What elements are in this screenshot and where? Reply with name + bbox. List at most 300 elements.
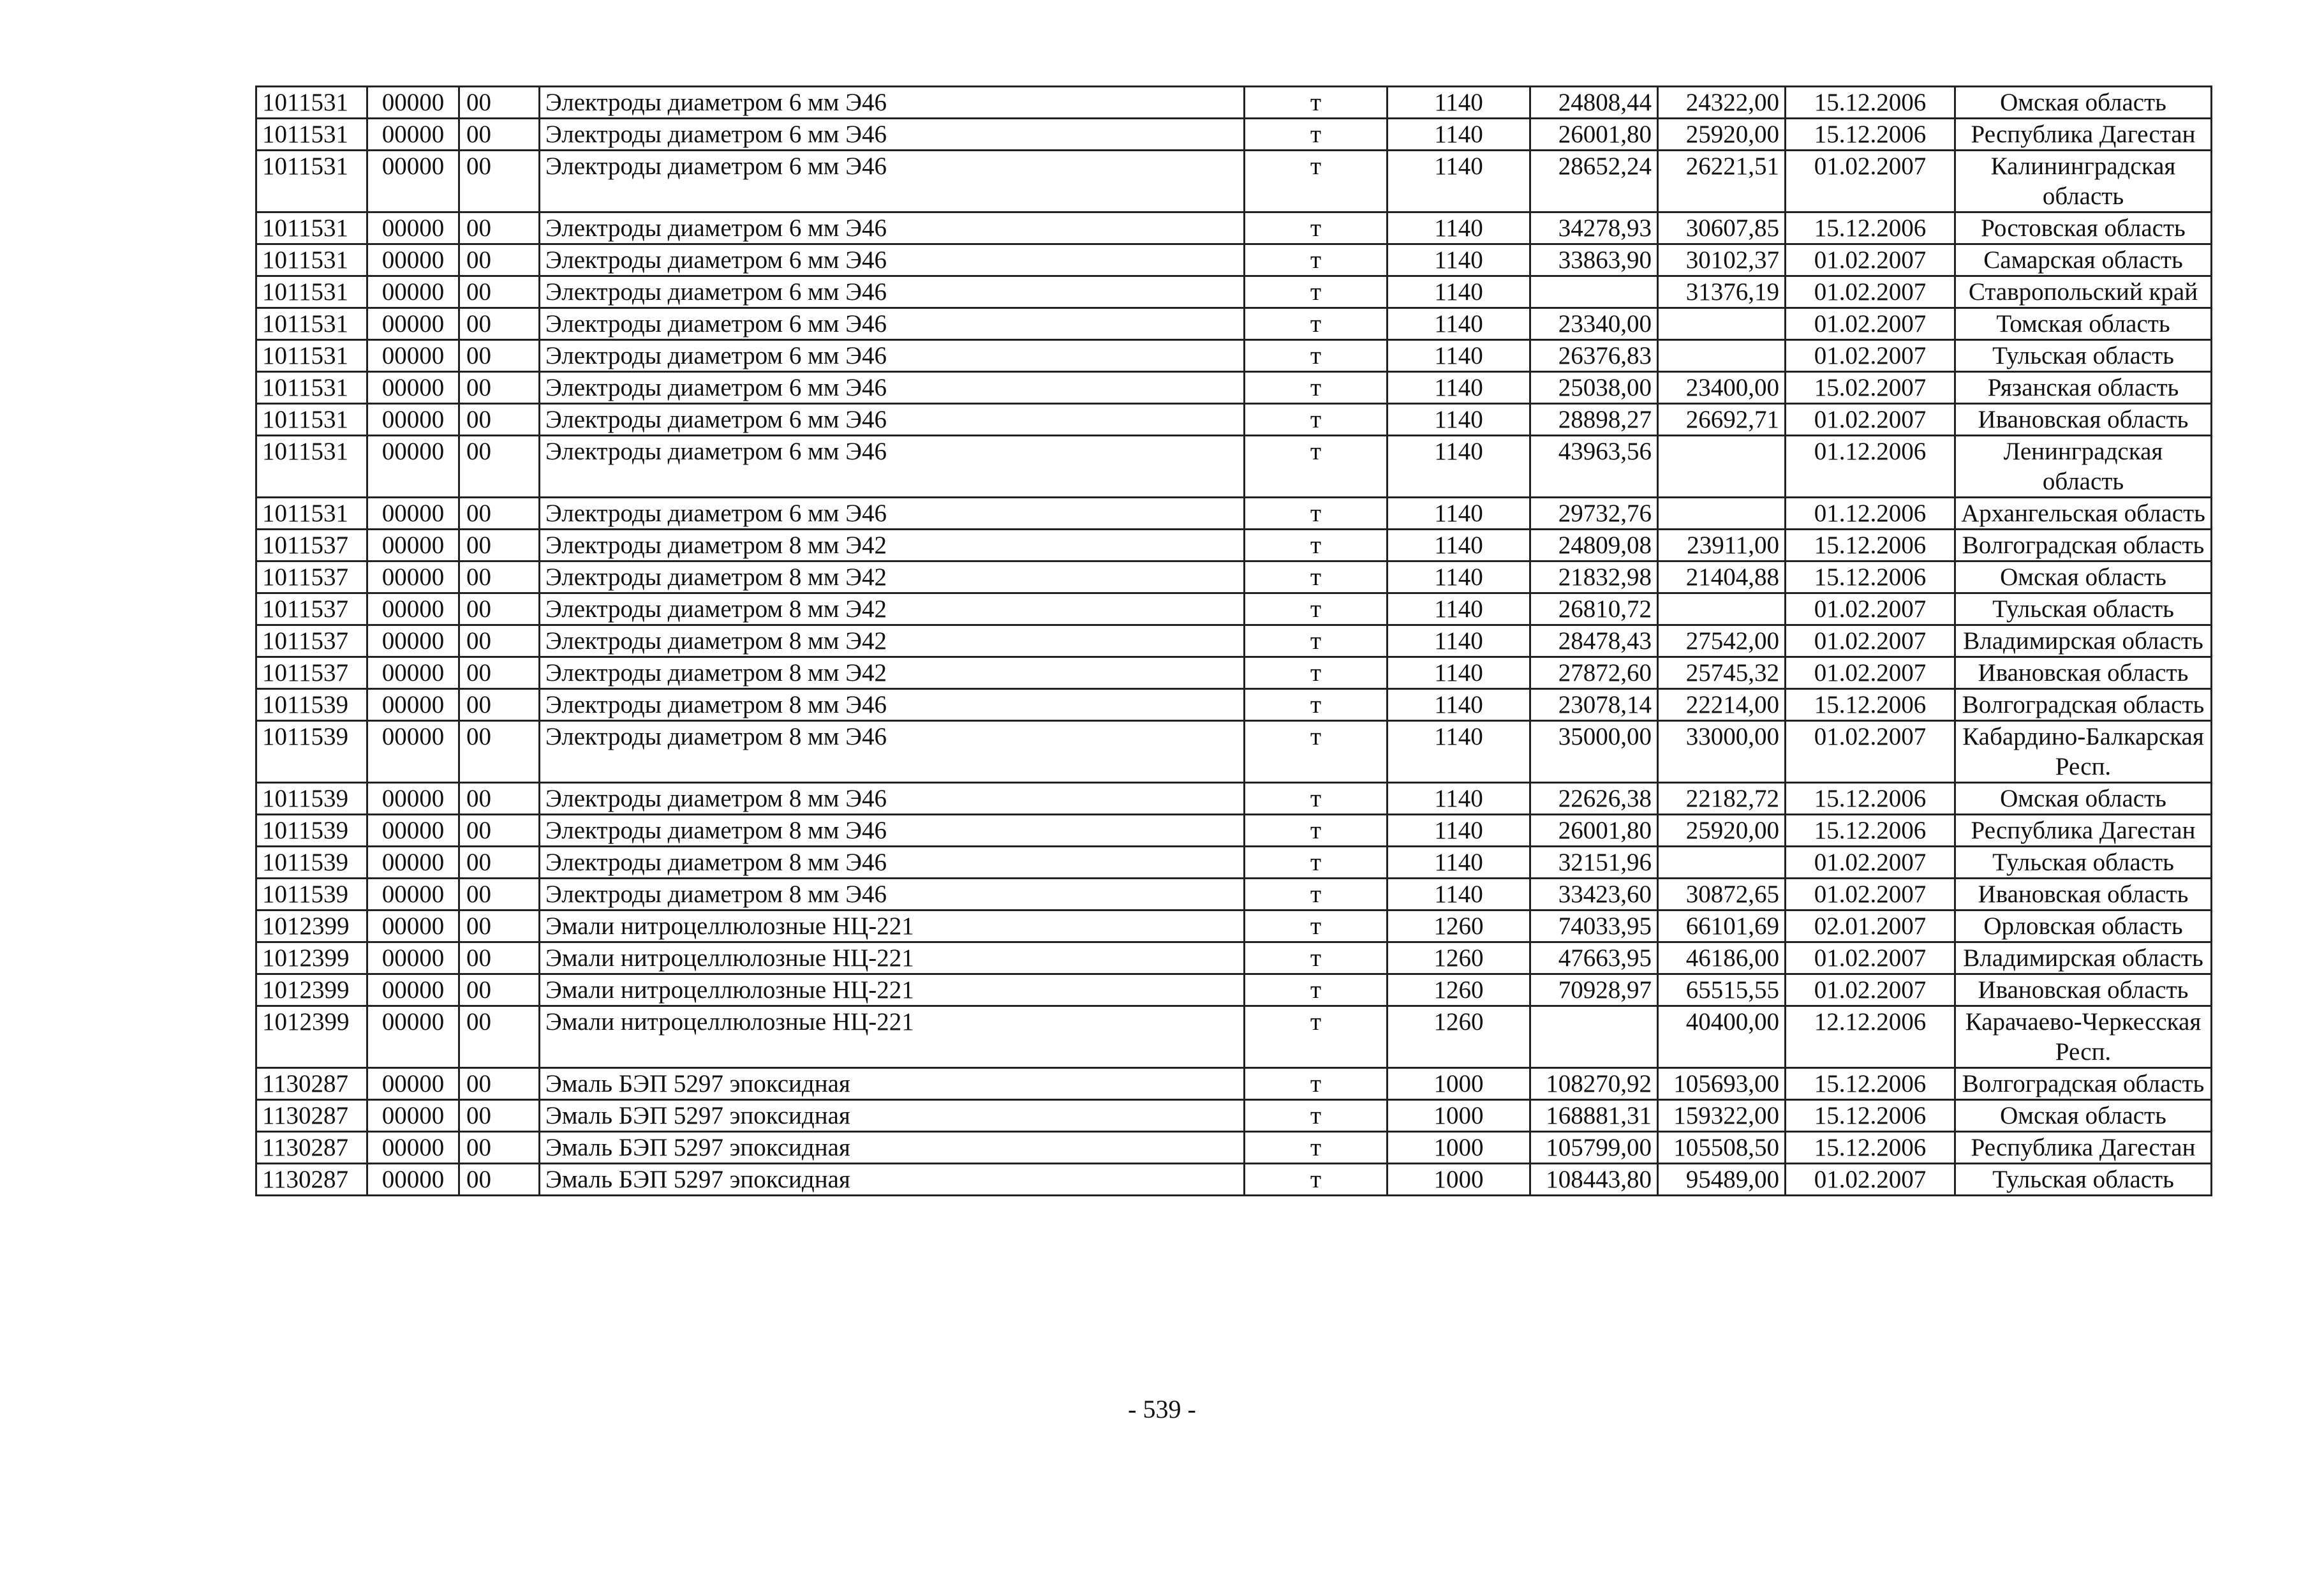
unit-cell: т: [1245, 212, 1388, 244]
date-cell: 15.12.2006: [1786, 119, 1955, 151]
region-cell: Владимирская область: [1955, 625, 2212, 657]
variant-cell: 00: [459, 1068, 540, 1100]
unit-cell: т: [1245, 593, 1388, 625]
subcode-cell: 00000: [367, 879, 459, 910]
unit-cell: т: [1245, 340, 1388, 372]
date-cell: 15.12.2006: [1786, 530, 1955, 561]
product-code-cell: 1011531: [256, 340, 367, 372]
variant-cell: 00: [459, 340, 540, 372]
price-1-cell: 33423,60: [1530, 879, 1658, 910]
table-row: [256, 87, 2212, 119]
product-name-cell: Электроды диаметром 6 мм Э46: [540, 404, 1245, 436]
date-cell: 15.12.2006: [1786, 212, 1955, 244]
table-row: [256, 561, 2212, 593]
subcode-cell: 00000: [367, 1068, 459, 1100]
region-cell: Ивановская область: [1955, 974, 2212, 1006]
price-1-cell: 29732,76: [1530, 498, 1658, 530]
unit-cell: т: [1245, 942, 1388, 974]
unit-code-cell: 1140: [1388, 276, 1530, 308]
region-cell: Тульская область: [1955, 340, 2212, 372]
subcode-cell: 00000: [367, 340, 459, 372]
subcode-cell: 00000: [367, 404, 459, 436]
date-cell: 01.02.2007: [1786, 593, 1955, 625]
unit-code-cell: 1140: [1388, 847, 1530, 879]
table-row: [256, 879, 2212, 910]
variant-cell: 00: [459, 1164, 540, 1196]
price-1-cell: 47663,95: [1530, 942, 1658, 974]
variant-cell: 00: [459, 1132, 540, 1164]
price-2-cell: 159322,00: [1658, 1100, 1786, 1132]
price-1-cell: 105799,00: [1530, 1132, 1658, 1164]
unit-code-cell: 1140: [1388, 783, 1530, 815]
price-2-cell: 30607,85: [1658, 212, 1786, 244]
unit-cell: т: [1245, 151, 1388, 212]
subcode-cell: 00000: [367, 372, 459, 404]
unit-cell: т: [1245, 1068, 1388, 1100]
product-name-cell: Эмали нитроцеллюлозные НЦ-221: [540, 974, 1245, 1006]
price-1-cell: 23078,14: [1530, 689, 1658, 721]
unit-cell: т: [1245, 783, 1388, 815]
price-1-cell: 21832,98: [1530, 561, 1658, 593]
unit-cell: т: [1245, 815, 1388, 847]
price-2-cell: [1658, 847, 1786, 879]
table-row: [256, 498, 2212, 530]
unit-code-cell: 1260: [1388, 942, 1530, 974]
table-body: [256, 87, 2212, 1196]
product-name-cell: Эмаль БЭП 5297 эпоксидная: [540, 1164, 1245, 1196]
region-cell: Ивановская область: [1955, 404, 2212, 436]
price-1-cell: [1530, 1006, 1658, 1068]
product-code-cell: 1011537: [256, 657, 367, 689]
table-row: [256, 783, 2212, 815]
unit-code-cell: 1260: [1388, 974, 1530, 1006]
region-cell: Ростовская область: [1955, 212, 2212, 244]
product-code-cell: 1011531: [256, 244, 367, 276]
price-2-cell: 46186,00: [1658, 942, 1786, 974]
unit-cell: т: [1245, 276, 1388, 308]
date-cell: 01.02.2007: [1786, 721, 1955, 783]
price-2-cell: [1658, 436, 1786, 498]
product-name-cell: Электроды диаметром 8 мм Э42: [540, 625, 1245, 657]
date-cell: 15.12.2006: [1786, 689, 1955, 721]
table-row: [256, 151, 2212, 212]
subcode-cell: 00000: [367, 657, 459, 689]
price-2-cell: 26221,51: [1658, 151, 1786, 212]
table-row: [256, 815, 2212, 847]
price-1-cell: 24808,44: [1530, 87, 1658, 119]
date-cell: 01.02.2007: [1786, 1164, 1955, 1196]
variant-cell: 00: [459, 879, 540, 910]
date-cell: 15.12.2006: [1786, 87, 1955, 119]
unit-code-cell: 1000: [1388, 1164, 1530, 1196]
price-1-cell: 24809,08: [1530, 530, 1658, 561]
date-cell: 15.12.2006: [1786, 815, 1955, 847]
variant-cell: 00: [459, 276, 540, 308]
price-2-cell: [1658, 340, 1786, 372]
price-1-cell: 108443,80: [1530, 1164, 1658, 1196]
price-1-cell: 70928,97: [1530, 974, 1658, 1006]
product-code-cell: 1011537: [256, 530, 367, 561]
date-cell: 01.02.2007: [1786, 974, 1955, 1006]
product-name-cell: Электроды диаметром 8 мм Э46: [540, 689, 1245, 721]
product-code-cell: 1011531: [256, 276, 367, 308]
price-2-cell: 24322,00: [1658, 87, 1786, 119]
region-cell: Кабардино-Балкарская Респ.: [1955, 721, 2212, 783]
product-name-cell: Электроды диаметром 8 мм Э42: [540, 530, 1245, 561]
date-cell: 01.02.2007: [1786, 942, 1955, 974]
variant-cell: 00: [459, 1006, 540, 1068]
subcode-cell: 00000: [367, 689, 459, 721]
product-name-cell: Электроды диаметром 6 мм Э46: [540, 308, 1245, 340]
product-name-cell: Эмаль БЭП 5297 эпоксидная: [540, 1068, 1245, 1100]
price-1-cell: 23340,00: [1530, 308, 1658, 340]
product-code-cell: 1011531: [256, 498, 367, 530]
region-cell: Омская область: [1955, 1100, 2212, 1132]
region-cell: Орловская область: [1955, 910, 2212, 942]
unit-cell: т: [1245, 561, 1388, 593]
unit-code-cell: 1140: [1388, 308, 1530, 340]
subcode-cell: 00000: [367, 942, 459, 974]
price-2-cell: 21404,88: [1658, 561, 1786, 593]
price-2-cell: [1658, 308, 1786, 340]
table-row: [256, 436, 2212, 498]
date-cell: 01.02.2007: [1786, 879, 1955, 910]
subcode-cell: 00000: [367, 974, 459, 1006]
price-2-cell: 27542,00: [1658, 625, 1786, 657]
product-code-cell: 1011539: [256, 721, 367, 783]
date-cell: 15.12.2006: [1786, 561, 1955, 593]
table-row: [256, 1100, 2212, 1132]
table-row: [256, 530, 2212, 561]
product-code-cell: 1011531: [256, 436, 367, 498]
price-1-cell: 34278,93: [1530, 212, 1658, 244]
price-1-cell: 108270,92: [1530, 1068, 1658, 1100]
table-row: [256, 593, 2212, 625]
unit-code-cell: 1140: [1388, 657, 1530, 689]
product-code-cell: 1011531: [256, 212, 367, 244]
subcode-cell: 00000: [367, 119, 459, 151]
variant-cell: 00: [459, 783, 540, 815]
unit-code-cell: 1140: [1388, 879, 1530, 910]
price-2-cell: 105693,00: [1658, 1068, 1786, 1100]
table-row: [256, 942, 2212, 974]
price-1-cell: 35000,00: [1530, 721, 1658, 783]
table-row: [256, 372, 2212, 404]
price-1-cell: 28898,27: [1530, 404, 1658, 436]
subcode-cell: 00000: [367, 721, 459, 783]
unit-cell: т: [1245, 910, 1388, 942]
price-1-cell: 32151,96: [1530, 847, 1658, 879]
price-1-cell: 43963,56: [1530, 436, 1658, 498]
unit-code-cell: 1140: [1388, 119, 1530, 151]
product-code-cell: 1011531: [256, 151, 367, 212]
product-code-cell: 1011531: [256, 404, 367, 436]
price-2-cell: 25745,32: [1658, 657, 1786, 689]
table-row: [256, 340, 2212, 372]
price-2-cell: 23911,00: [1658, 530, 1786, 561]
region-cell: Республика Дагестан: [1955, 1132, 2212, 1164]
unit-cell: т: [1245, 879, 1388, 910]
unit-code-cell: 1000: [1388, 1100, 1530, 1132]
unit-cell: т: [1245, 625, 1388, 657]
region-cell: Рязанская область: [1955, 372, 2212, 404]
product-code-cell: 1130287: [256, 1164, 367, 1196]
subcode-cell: 00000: [367, 244, 459, 276]
subcode-cell: 00000: [367, 815, 459, 847]
unit-cell: т: [1245, 372, 1388, 404]
subcode-cell: 00000: [367, 783, 459, 815]
product-code-cell: 1012399: [256, 910, 367, 942]
product-name-cell: Электроды диаметром 6 мм Э46: [540, 436, 1245, 498]
price-1-cell: 26376,83: [1530, 340, 1658, 372]
product-name-cell: Электроды диаметром 8 мм Э46: [540, 783, 1245, 815]
product-code-cell: 1011531: [256, 308, 367, 340]
price-1-cell: 33863,90: [1530, 244, 1658, 276]
table-row: [256, 625, 2212, 657]
region-cell: Омская область: [1955, 783, 2212, 815]
product-name-cell: Электроды диаметром 6 мм Э46: [540, 212, 1245, 244]
product-name-cell: Электроды диаметром 8 мм Э46: [540, 721, 1245, 783]
unit-code-cell: 1140: [1388, 593, 1530, 625]
table-row: [256, 244, 2212, 276]
price-1-cell: 26810,72: [1530, 593, 1658, 625]
product-name-cell: Электроды диаметром 6 мм Э46: [540, 119, 1245, 151]
product-code-cell: 1011537: [256, 625, 367, 657]
product-name-cell: Электроды диаметром 8 мм Э42: [540, 657, 1245, 689]
variant-cell: 00: [459, 404, 540, 436]
unit-cell: т: [1245, 436, 1388, 498]
region-cell: Ивановская область: [1955, 879, 2212, 910]
price-2-cell: 22182,72: [1658, 783, 1786, 815]
variant-cell: 00: [459, 593, 540, 625]
product-name-cell: Электроды диаметром 8 мм Э46: [540, 815, 1245, 847]
variant-cell: 00: [459, 87, 540, 119]
variant-cell: 00: [459, 436, 540, 498]
region-cell: Республика Дагестан: [1955, 119, 2212, 151]
price-table: [255, 85, 2212, 1196]
price-1-cell: 22626,38: [1530, 783, 1658, 815]
region-cell: Самарская область: [1955, 244, 2212, 276]
product-name-cell: Электроды диаметром 6 мм Э46: [540, 276, 1245, 308]
variant-cell: 00: [459, 1100, 540, 1132]
date-cell: 01.02.2007: [1786, 657, 1955, 689]
unit-cell: т: [1245, 308, 1388, 340]
date-cell: 01.12.2006: [1786, 498, 1955, 530]
subcode-cell: 00000: [367, 625, 459, 657]
price-2-cell: 40400,00: [1658, 1006, 1786, 1068]
unit-code-cell: 1000: [1388, 1132, 1530, 1164]
variant-cell: 00: [459, 119, 540, 151]
date-cell: 01.02.2007: [1786, 404, 1955, 436]
region-cell: Омская область: [1955, 87, 2212, 119]
page-number: - 539 -: [1128, 1395, 1196, 1423]
subcode-cell: 00000: [367, 593, 459, 625]
unit-code-cell: 1140: [1388, 721, 1530, 783]
region-cell: Владимирская область: [1955, 942, 2212, 974]
product-name-cell: Эмали нитроцеллюлозные НЦ-221: [540, 942, 1245, 974]
price-2-cell: [1658, 498, 1786, 530]
unit-code-cell: 1140: [1388, 436, 1530, 498]
region-cell: Волгоградская область: [1955, 1068, 2212, 1100]
unit-code-cell: 1140: [1388, 372, 1530, 404]
variant-cell: 00: [459, 498, 540, 530]
price-2-cell: 25920,00: [1658, 119, 1786, 151]
subcode-cell: 00000: [367, 151, 459, 212]
product-code-cell: 1011539: [256, 689, 367, 721]
unit-code-cell: 1260: [1388, 1006, 1530, 1068]
region-cell: Ставропольский край: [1955, 276, 2212, 308]
date-cell: 15.12.2006: [1786, 1132, 1955, 1164]
region-cell: Ленинградская область: [1955, 436, 2212, 498]
unit-code-cell: 1140: [1388, 404, 1530, 436]
subcode-cell: 00000: [367, 561, 459, 593]
variant-cell: 00: [459, 815, 540, 847]
price-1-cell: 28478,43: [1530, 625, 1658, 657]
unit-code-cell: 1260: [1388, 910, 1530, 942]
variant-cell: 00: [459, 721, 540, 783]
table-row: [256, 974, 2212, 1006]
price-2-cell: 65515,55: [1658, 974, 1786, 1006]
product-name-cell: Электроды диаметром 8 мм Э46: [540, 879, 1245, 910]
product-name-cell: Электроды диаметром 6 мм Э46: [540, 498, 1245, 530]
table-row: [256, 1068, 2212, 1100]
unit-cell: т: [1245, 498, 1388, 530]
price-2-cell: 26692,71: [1658, 404, 1786, 436]
region-cell: Архангельская область: [1955, 498, 2212, 530]
variant-cell: 00: [459, 308, 540, 340]
unit-cell: т: [1245, 119, 1388, 151]
variant-cell: 00: [459, 625, 540, 657]
product-name-cell: Электроды диаметром 6 мм Э46: [540, 372, 1245, 404]
price-2-cell: 95489,00: [1658, 1164, 1786, 1196]
region-cell: Ивановская область: [1955, 657, 2212, 689]
variant-cell: 00: [459, 974, 540, 1006]
unit-code-cell: 1000: [1388, 1068, 1530, 1100]
product-code-cell: 1011531: [256, 87, 367, 119]
product-name-cell: Эмаль БЭП 5297 эпоксидная: [540, 1132, 1245, 1164]
date-cell: 01.02.2007: [1786, 308, 1955, 340]
product-name-cell: Эмаль БЭП 5297 эпоксидная: [540, 1100, 1245, 1132]
product-name-cell: Электроды диаметром 6 мм Э46: [540, 244, 1245, 276]
unit-cell: т: [1245, 721, 1388, 783]
unit-code-cell: 1140: [1388, 815, 1530, 847]
product-code-cell: 1011531: [256, 372, 367, 404]
product-code-cell: 1011539: [256, 815, 367, 847]
price-1-cell: [1530, 276, 1658, 308]
date-cell: 01.02.2007: [1786, 625, 1955, 657]
date-cell: 01.02.2007: [1786, 847, 1955, 879]
unit-code-cell: 1140: [1388, 561, 1530, 593]
product-code-cell: 1011539: [256, 879, 367, 910]
table-row: [256, 212, 2212, 244]
date-cell: 01.02.2007: [1786, 276, 1955, 308]
table-row: [256, 721, 2212, 783]
unit-cell: т: [1245, 1164, 1388, 1196]
unit-cell: т: [1245, 404, 1388, 436]
region-cell: Тульская область: [1955, 593, 2212, 625]
unit-cell: т: [1245, 657, 1388, 689]
unit-cell: т: [1245, 974, 1388, 1006]
variant-cell: 00: [459, 372, 540, 404]
unit-code-cell: 1140: [1388, 498, 1530, 530]
table-row: [256, 1132, 2212, 1164]
product-name-cell: Электроды диаметром 8 мм Э46: [540, 847, 1245, 879]
product-code-cell: 1011537: [256, 593, 367, 625]
price-2-cell: [1658, 593, 1786, 625]
subcode-cell: 00000: [367, 1164, 459, 1196]
unit-cell: т: [1245, 244, 1388, 276]
table-row: [256, 657, 2212, 689]
variant-cell: 00: [459, 847, 540, 879]
date-cell: 12.12.2006: [1786, 1006, 1955, 1068]
table-row: [256, 1006, 2212, 1068]
product-name-cell: Электроды диаметром 6 мм Э46: [540, 340, 1245, 372]
variant-cell: 00: [459, 530, 540, 561]
subcode-cell: 00000: [367, 87, 459, 119]
region-cell: Тульская область: [1955, 1164, 2212, 1196]
region-cell: Республика Дагестан: [1955, 815, 2212, 847]
price-1-cell: 74033,95: [1530, 910, 1658, 942]
variant-cell: 00: [459, 942, 540, 974]
date-cell: 01.02.2007: [1786, 244, 1955, 276]
price-2-cell: 105508,50: [1658, 1132, 1786, 1164]
table-row: [256, 910, 2212, 942]
unit-cell: т: [1245, 87, 1388, 119]
variant-cell: 00: [459, 244, 540, 276]
product-code-cell: 1012399: [256, 974, 367, 1006]
price-1-cell: 25038,00: [1530, 372, 1658, 404]
product-code-cell: 1130287: [256, 1132, 367, 1164]
region-cell: Волгоградская область: [1955, 530, 2212, 561]
unit-code-cell: 1140: [1388, 625, 1530, 657]
price-1-cell: 27872,60: [1530, 657, 1658, 689]
price-1-cell: 28652,24: [1530, 151, 1658, 212]
price-2-cell: 31376,19: [1658, 276, 1786, 308]
subcode-cell: 00000: [367, 498, 459, 530]
table-row: [256, 404, 2212, 436]
price-2-cell: 30102,37: [1658, 244, 1786, 276]
variant-cell: 00: [459, 689, 540, 721]
price-2-cell: 33000,00: [1658, 721, 1786, 783]
date-cell: 01.02.2007: [1786, 340, 1955, 372]
price-2-cell: 22214,00: [1658, 689, 1786, 721]
product-name-cell: Эмали нитроцеллюлозные НЦ-221: [540, 910, 1245, 942]
product-name-cell: Электроды диаметром 6 мм Э46: [540, 87, 1245, 119]
table-row: [256, 119, 2212, 151]
variant-cell: 00: [459, 910, 540, 942]
table-row: [256, 276, 2212, 308]
region-cell: Омская область: [1955, 561, 2212, 593]
product-code-cell: 1011539: [256, 783, 367, 815]
unit-cell: т: [1245, 530, 1388, 561]
variant-cell: 00: [459, 561, 540, 593]
subcode-cell: 00000: [367, 847, 459, 879]
date-cell: 15.02.2007: [1786, 372, 1955, 404]
date-cell: 01.02.2007: [1786, 151, 1955, 212]
unit-code-cell: 1140: [1388, 530, 1530, 561]
unit-code-cell: 1140: [1388, 689, 1530, 721]
unit-cell: т: [1245, 1006, 1388, 1068]
price-1-cell: 26001,80: [1530, 119, 1658, 151]
unit-cell: т: [1245, 847, 1388, 879]
unit-code-cell: 1140: [1388, 87, 1530, 119]
subcode-cell: 00000: [367, 1100, 459, 1132]
table-row: [256, 847, 2212, 879]
product-code-cell: 1011539: [256, 847, 367, 879]
product-code-cell: 1130287: [256, 1100, 367, 1132]
date-cell: 02.01.2007: [1786, 910, 1955, 942]
region-cell: Карачаево-Черкесская Респ.: [1955, 1006, 2212, 1068]
